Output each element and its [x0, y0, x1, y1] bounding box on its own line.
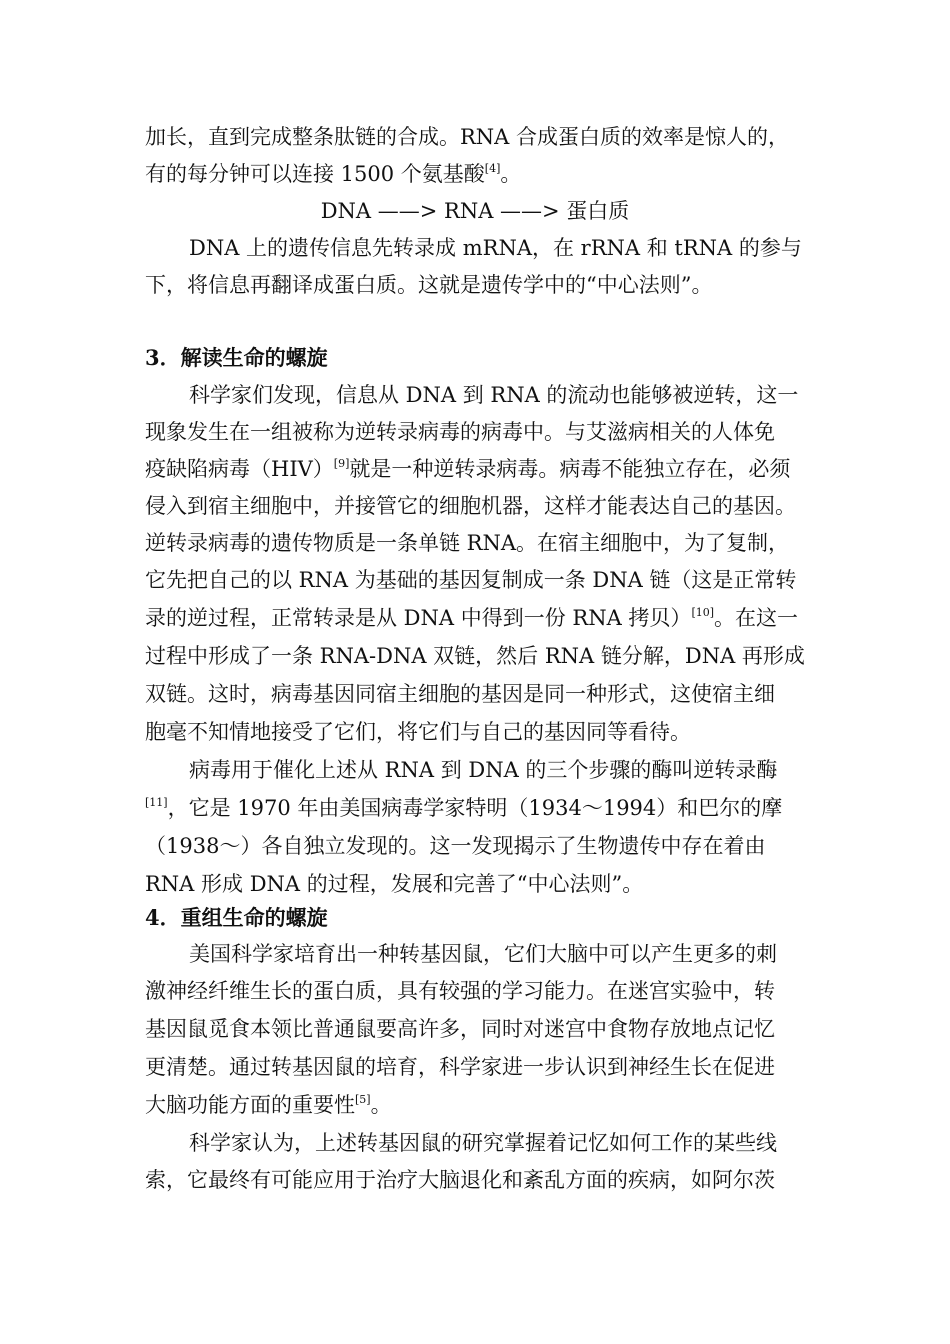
text-line: 侵入到宿主细胞中，并接管它的细胞机器，这样才能表达自己的基因。: [145, 494, 796, 518]
text-span: 大脑功能方面的重要性: [145, 1093, 355, 1117]
text-line: 加长，直到完成整条肽链的合成。RNA 合成蛋白质的效率是惊人的，: [145, 125, 790, 149]
text-line: 双链。这时，病毒基因同宿主细胞的基因是同一种形式，这使宿主细: [145, 682, 775, 706]
text-line: 下，将信息再翻译成蛋白质。这就是遗传学中的“中心法则”。: [145, 273, 713, 297]
text-line: 过程中形成了一条 RNA-DNA 双链，然后 RNA 链分解，DNA 再形成: [145, 644, 805, 668]
text-line: 激神经纤维生长的蛋白质，具有较强的学习能力。在迷宫实验中，转: [145, 979, 775, 1003]
text-span: 就是一种逆转录病毒。病毒不能独立存在，必须: [349, 457, 791, 481]
text-line: RNA 形成 DNA 的过程，发展和完善了“中心法则”。: [145, 872, 644, 896]
section-heading: 4．重组生命的螺旋: [145, 905, 328, 930]
citation: [9]: [333, 457, 350, 470]
text-line: [145, 793, 782, 823]
text-line: [145, 1090, 392, 1120]
text-line: 科学家们发现，信息从 DNA 到 RNA 的流动也能够被逆转，这一: [189, 383, 799, 407]
section-heading: 3．解读生命的螺旋: [145, 345, 328, 370]
text-line: [145, 159, 521, 189]
citation: [11]: [145, 796, 168, 809]
text-span: 。: [370, 1093, 392, 1117]
text-span: 。在这一: [714, 606, 799, 630]
text-line: 它先把自己的以 RNA 为基础的基因复制成一条 DNA 链（这是正常转: [145, 568, 797, 592]
text-line: 逆转录病毒的遗传物质是一条单链 RNA。在宿主细胞中，为了复制，: [145, 531, 790, 555]
text-line: 索，它最终有可能应用于治疗大脑退化和紊乱方面的疾病，如阿尔茨: [145, 1168, 775, 1192]
text-line: 美国科学家培育出一种转基因鼠，它们大脑中可以产生更多的刺: [189, 942, 777, 966]
citation: [10]: [691, 606, 715, 619]
text-line: （1938～）各自独立发现的。这一发现揭示了生物遗传中存在着由: [145, 834, 766, 858]
citation: [4]: [484, 162, 501, 175]
central-dogma-flow: DNA ——> RNA ——> 蛋白质: [320, 199, 630, 223]
text-span: ，它是 1970 年由美国病毒学家特明（1934～1994）和巴尔的摩: [167, 796, 783, 820]
text-line: 更清楚。通过转基因鼠的培育，科学家进一步认识到神经生长在促进: [145, 1055, 775, 1079]
citation: [5]: [355, 1093, 371, 1106]
text-line: 现象发生在一组被称为逆转录病毒的病毒中。与艾滋病相关的人体免: [145, 420, 775, 444]
text-line: 科学家认为，上述转基因鼠的研究掌握着记忆如何工作的某些线: [189, 1131, 777, 1155]
text-line: 病毒用于催化上述从 RNA 到 DNA 的三个步骤的酶叫逆转录酶: [189, 758, 778, 782]
text-line: [145, 603, 798, 633]
text-line: DNA 上的遗传信息先转录成 mRNA，在 rRNA 和 tRNA 的参与: [189, 236, 802, 260]
text-line: 基因鼠觅食本领比普通鼠要高许多，同时对迷宫中食物存放地点记忆: [145, 1017, 775, 1041]
text-span: 录的逆过程，正常转录是从 DNA 中得到一份 RNA 拷贝）: [145, 606, 692, 630]
text-line: [145, 454, 790, 484]
text-span: 疫缺陷病毒（HIV）: [145, 457, 334, 481]
text-span: 有的每分钟可以连接 1500 个氨基酸: [145, 162, 485, 186]
text-line: 胞毫不知情地接受了它们，将它们与自己的基因同等看待。: [145, 720, 691, 744]
text-span: 。: [500, 162, 522, 186]
